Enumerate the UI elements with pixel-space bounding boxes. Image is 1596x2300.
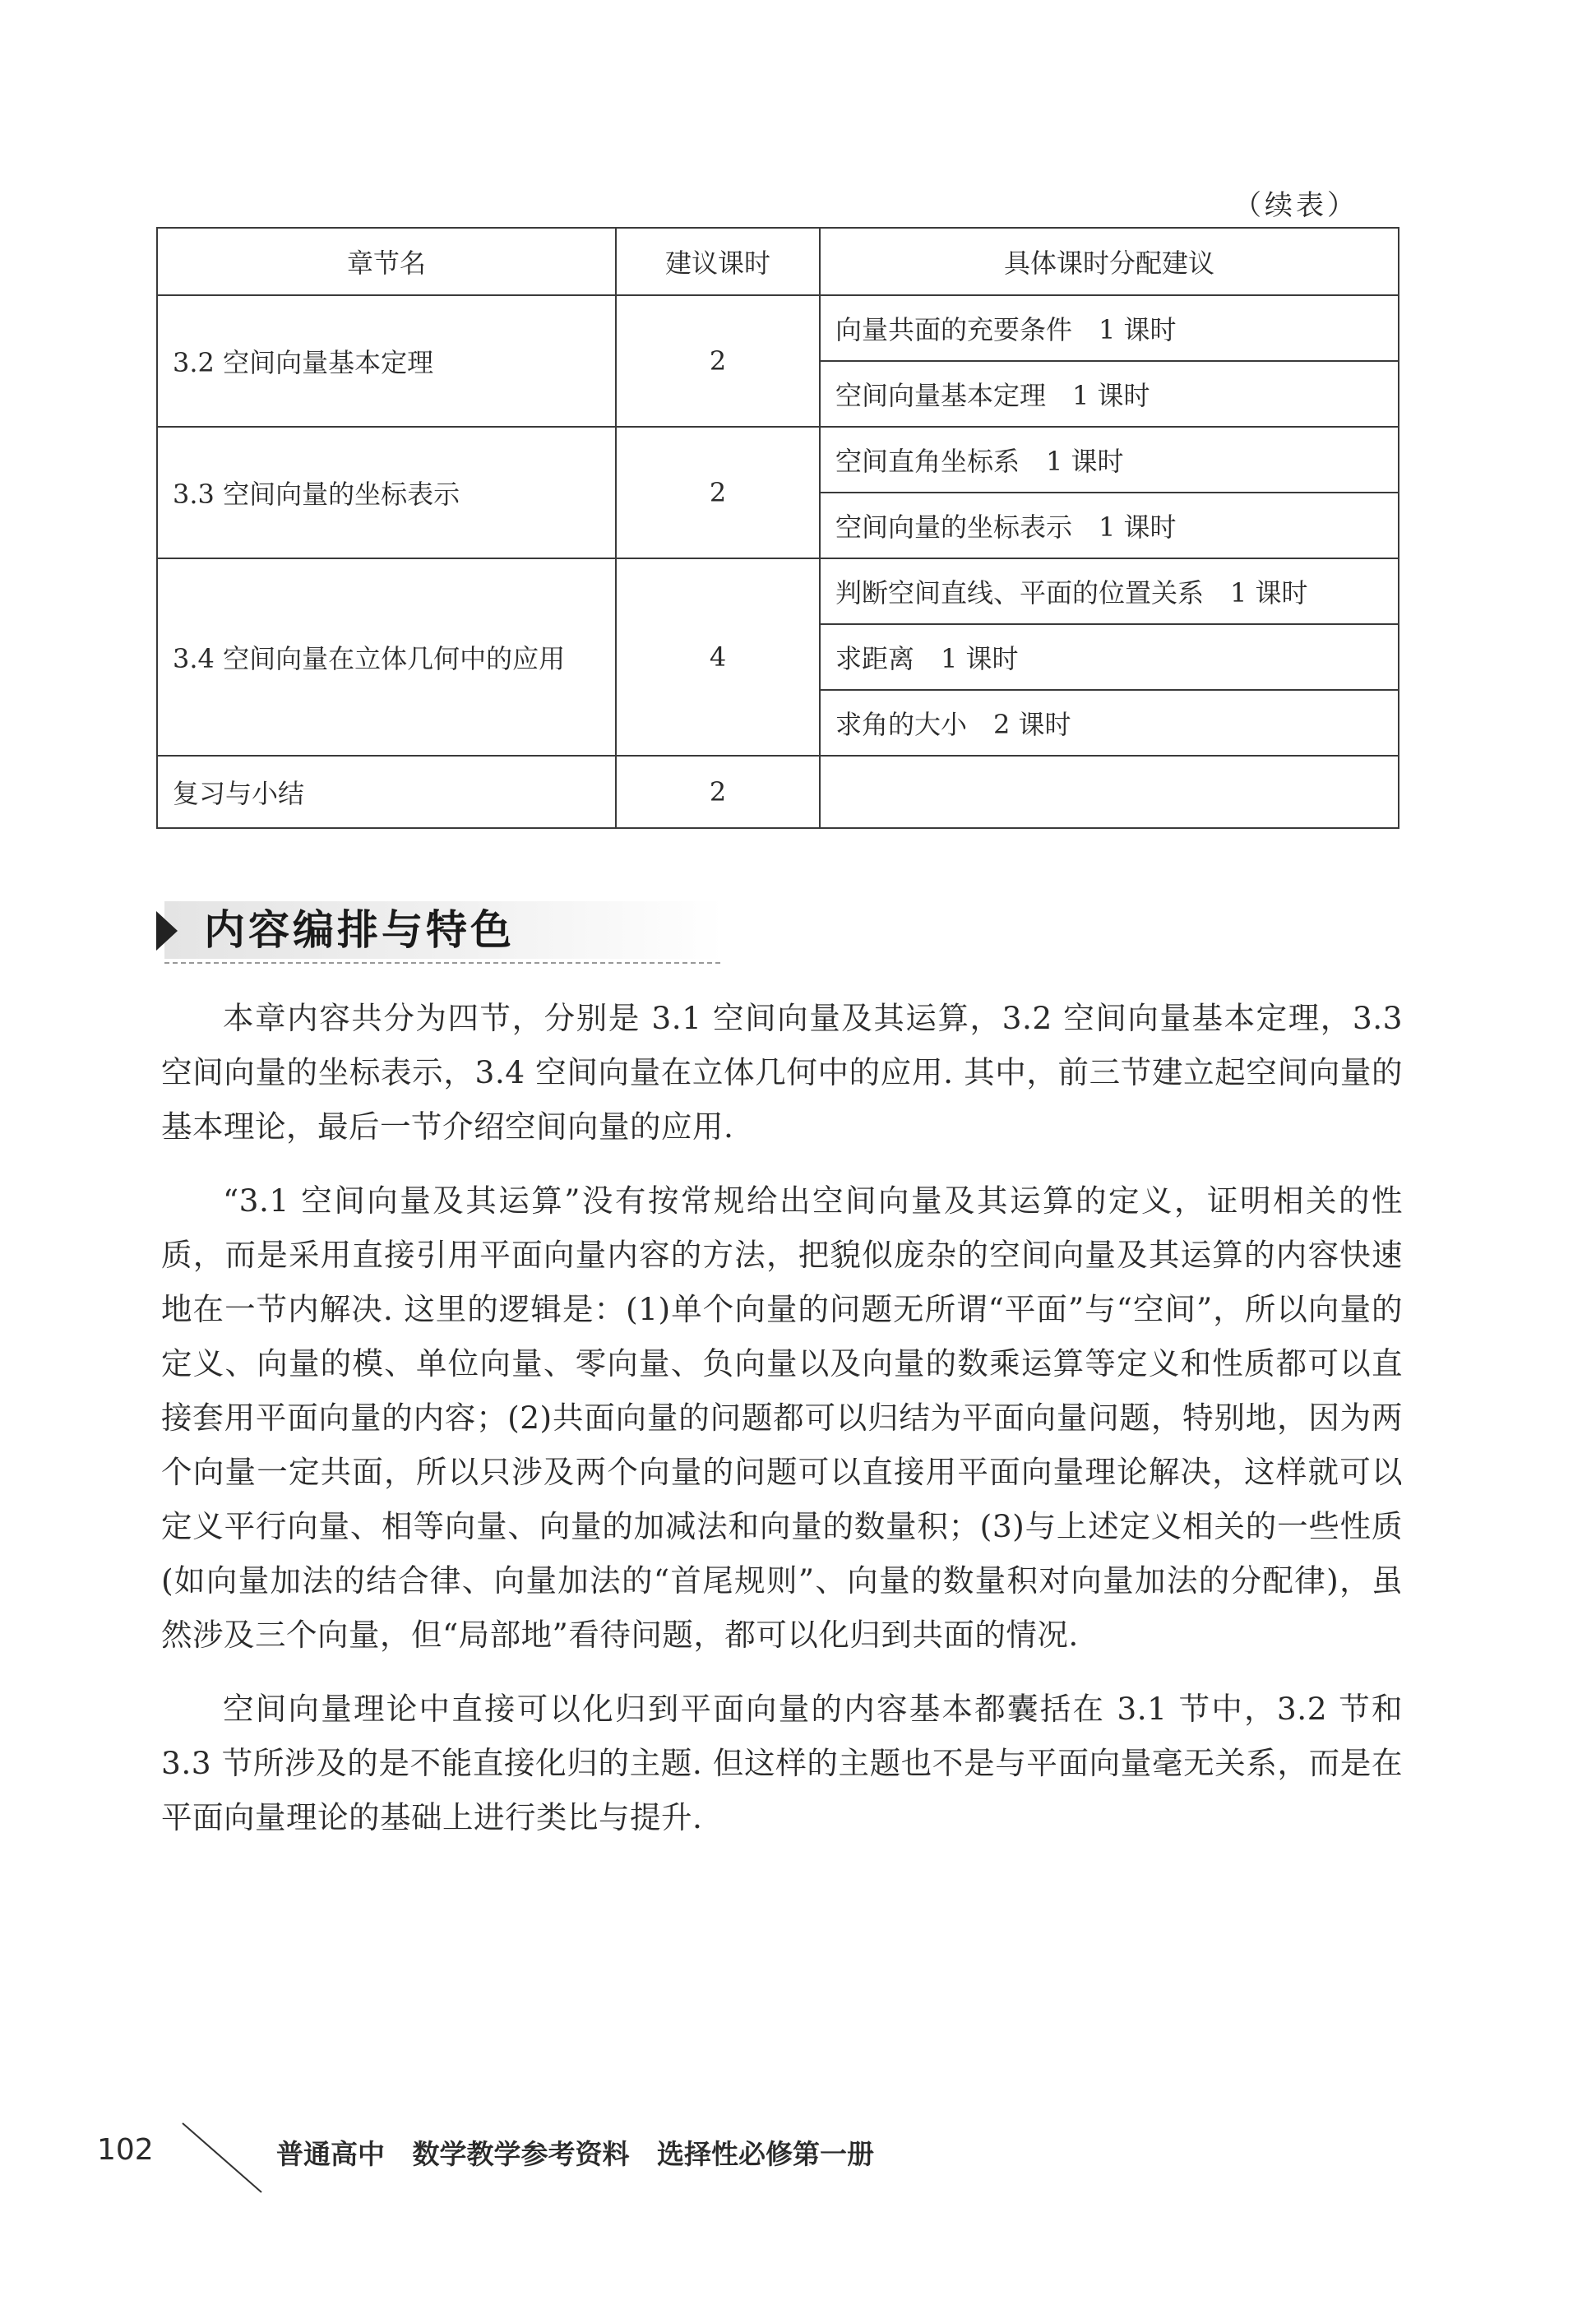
- detail-cell: 判断空间直线、平面的位置关系 1 课时: [820, 558, 1399, 624]
- table-row: [157, 558, 1399, 624]
- hours-cell: 2: [616, 295, 820, 427]
- table-row: [157, 295, 1399, 361]
- chapter-cell: 3.4 空间向量在立体几何中的应用: [157, 558, 616, 756]
- page-footer: [97, 2122, 919, 2187]
- lesson-plan-table: [156, 227, 1399, 829]
- header-details: 具体课时分配建议: [820, 228, 1399, 295]
- chapter-cell: 3.3 空间向量的坐标表示: [157, 427, 616, 558]
- detail-cell: 空间直角坐标系 1 课时: [820, 427, 1399, 493]
- hours-cell: 2: [616, 756, 820, 828]
- chapter-cell: 复习与小结: [157, 756, 616, 828]
- section-heading: [156, 898, 567, 964]
- hours-cell: 2: [616, 427, 820, 558]
- section-title: 内容编排与特色: [204, 906, 515, 954]
- footer-book-title: [276, 2133, 892, 2172]
- header-hours: 建议课时: [616, 228, 820, 295]
- detail-cell: 求距离 1 课时: [820, 624, 1399, 690]
- detail-cell: 空间向量基本定理 1 课时: [820, 361, 1399, 427]
- heading-dotted-rule: [164, 962, 724, 964]
- footer-book: 数学教学参考资料: [412, 2138, 630, 2170]
- table-header-row: [157, 228, 1399, 295]
- detail-cell: 求角的大小 2 课时: [820, 690, 1399, 756]
- page-number: 102: [97, 2133, 154, 2167]
- detail-cell: 向量共面的充要条件 1 课时: [820, 295, 1399, 361]
- chapter-cell: 3.2 空间向量基本定理: [157, 295, 616, 427]
- footer-divider-icon: [179, 2122, 270, 2196]
- section-body: [161, 991, 1403, 1844]
- table-row: [157, 756, 1399, 828]
- detail-cell: [820, 756, 1399, 828]
- detail-cell: 空间向量的坐标表示 1 课时: [820, 493, 1399, 558]
- table-row: [157, 427, 1399, 493]
- paragraph: 空间向量理论中直接可以化归到平面向量的内容基本都囊括在 3.1 节中，3.2 节和 3.3 节所涉及的是不能直接化归的主题. 但这样的主题也不是与平面向量毫无关系，而是在平面向量理论的基础上进行类比与提升.: [161, 1691, 1403, 1835]
- paragraph: 本章内容共分为四节，分别是 3.1 空间向量及其运算，3.2 空间向量基本定理，3.3 空间向量的坐标表示，3.4 空间向量在立体几何中的应用. 其中，前三节建立起空间向量的基本理论，最后一节介绍空间向量的应用.: [161, 1000, 1403, 1145]
- triangle-marker-icon: [156, 911, 178, 951]
- header-chapter: 章节名: [157, 228, 616, 295]
- footer-series: 普通高中: [276, 2138, 385, 2170]
- paragraph: “3.1 空间向量及其运算”没有按常规给出空间向量及其运算的定义，证明相关的性质，而是采用直接引用平面向量内容的方法，把貌似庞杂的空间向量及其运算的内容快速地在一节内解决. 这里的逻辑是：(1)单个向量的问题无所谓“平面”与“空间”，所以向量的定义、向量的模、单位向量、零向量、负向量以及向量的数乘运算等定义和性质都可以直接套用平面向量的内容；(2)共面向量的问题都可以归结为平面向量问题，特别地，因为两个向量一定共面，所以只涉及两个向量的问题可以直接用平面向量理论解决，这样就可以定义平行向量、相等向量、向量的加减法和向量的数量积；(3)与上述定义相关的一些性质(如向量加法的结合律、向量加法的“首尾规则”、向量的数量积对向量加法的分配律)，虽然涉及三个向量，但“局部地”看待问题，都可以化归到共面的情况.: [161, 1182, 1404, 1653]
- footer-volume: 选择性必修第一册: [657, 2138, 874, 2170]
- table-continuation-label: （续表）: [1233, 189, 1358, 222]
- hours-cell: 4: [616, 558, 820, 756]
